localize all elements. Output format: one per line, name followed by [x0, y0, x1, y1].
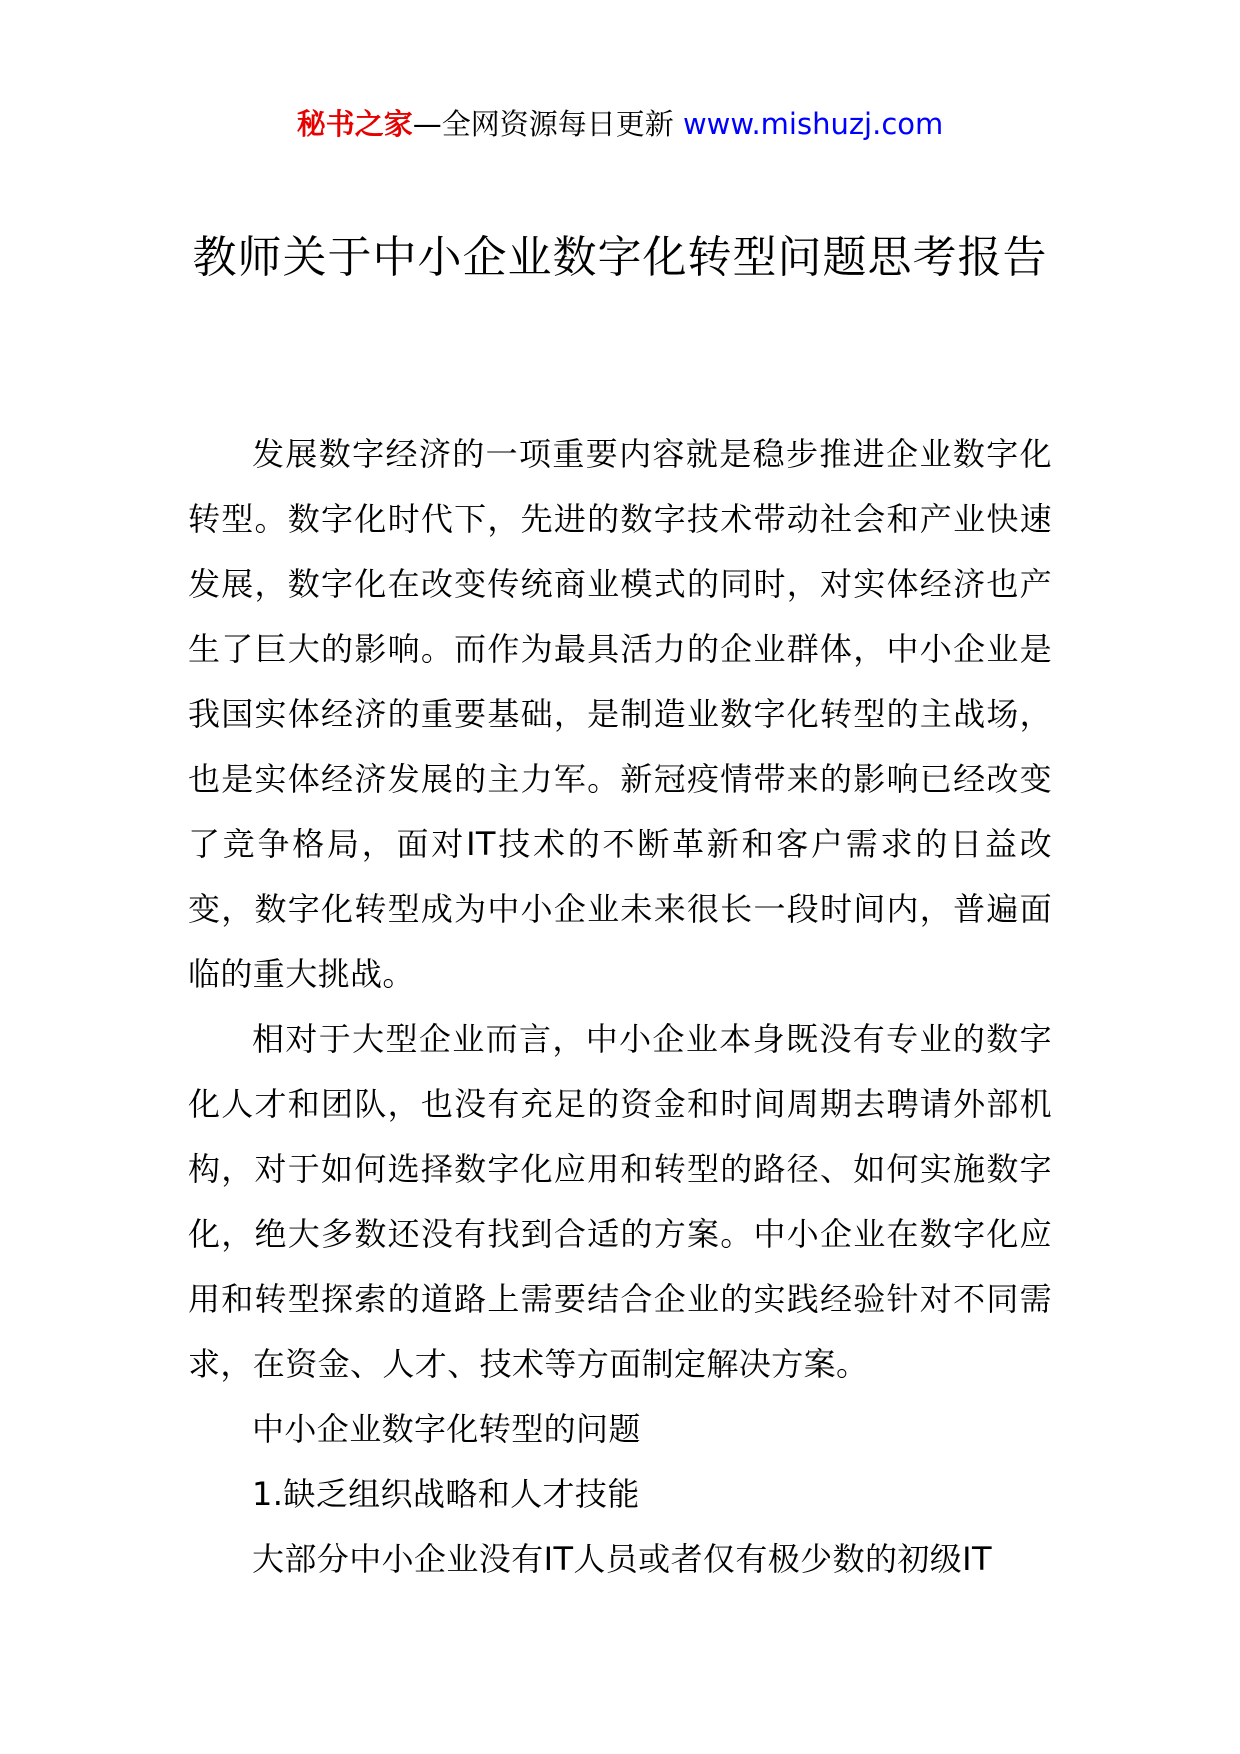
site-header — [0, 104, 1240, 144]
subsection-heading: 1.缺乏组织战略和人才技能 — [252, 1475, 640, 1513]
document-title: 教师关于中小企业数字化转型问题思考报告 — [192, 232, 1048, 283]
paragraph-it-staff: 大部分中小企业没有IT人员或者仅有极少数的初级IT — [252, 1540, 992, 1578]
paragraph-intro: 发展数字经济的一项重要内容就是稳步推进企业数字化转型。数字化时代下，先进的数字技术带动社会和产业快速发展，数字化在改变传统商业模式的同时，对实体经济也产生了巨大的影响。而作为最具活力的企业群体，中小企业是我国实体经济的重要基础，是制造业数字化转型的主战场，也是实体经济发展的主力军。新冠疫情带来的影响已经改变了竞争格局，面对IT技术的不断革新和客户需求的日益改变，数字化转型成为中小企业未来很长一段时间内，普遍面临的重大挑战。 — [188, 435, 1052, 993]
paragraph-sme-challenges: 相对于大型企业而言，中小企业本身既没有专业的数字化人才和团队，也没有充足的资金和时间周期去聘请外部机构，对于如何选择数字化应用和转型的路径、如何实施数字化，绝大多数还没有找到合适的方案。中小企业在数字化应用和转型探索的道路上需要结合企业的实践经验针对不同需求，在资金、人才、技术等方面制定解决方案。 — [188, 1020, 1052, 1383]
document-body — [188, 422, 1052, 1592]
site-brand: 秘书之家 — [296, 107, 413, 141]
site-url-link[interactable]: www.mishuzj.com — [682, 107, 944, 141]
site-tagline: —全网资源每日更新 — [412, 107, 674, 141]
section-heading: 中小企业数字化转型的问题 — [252, 1410, 641, 1448]
